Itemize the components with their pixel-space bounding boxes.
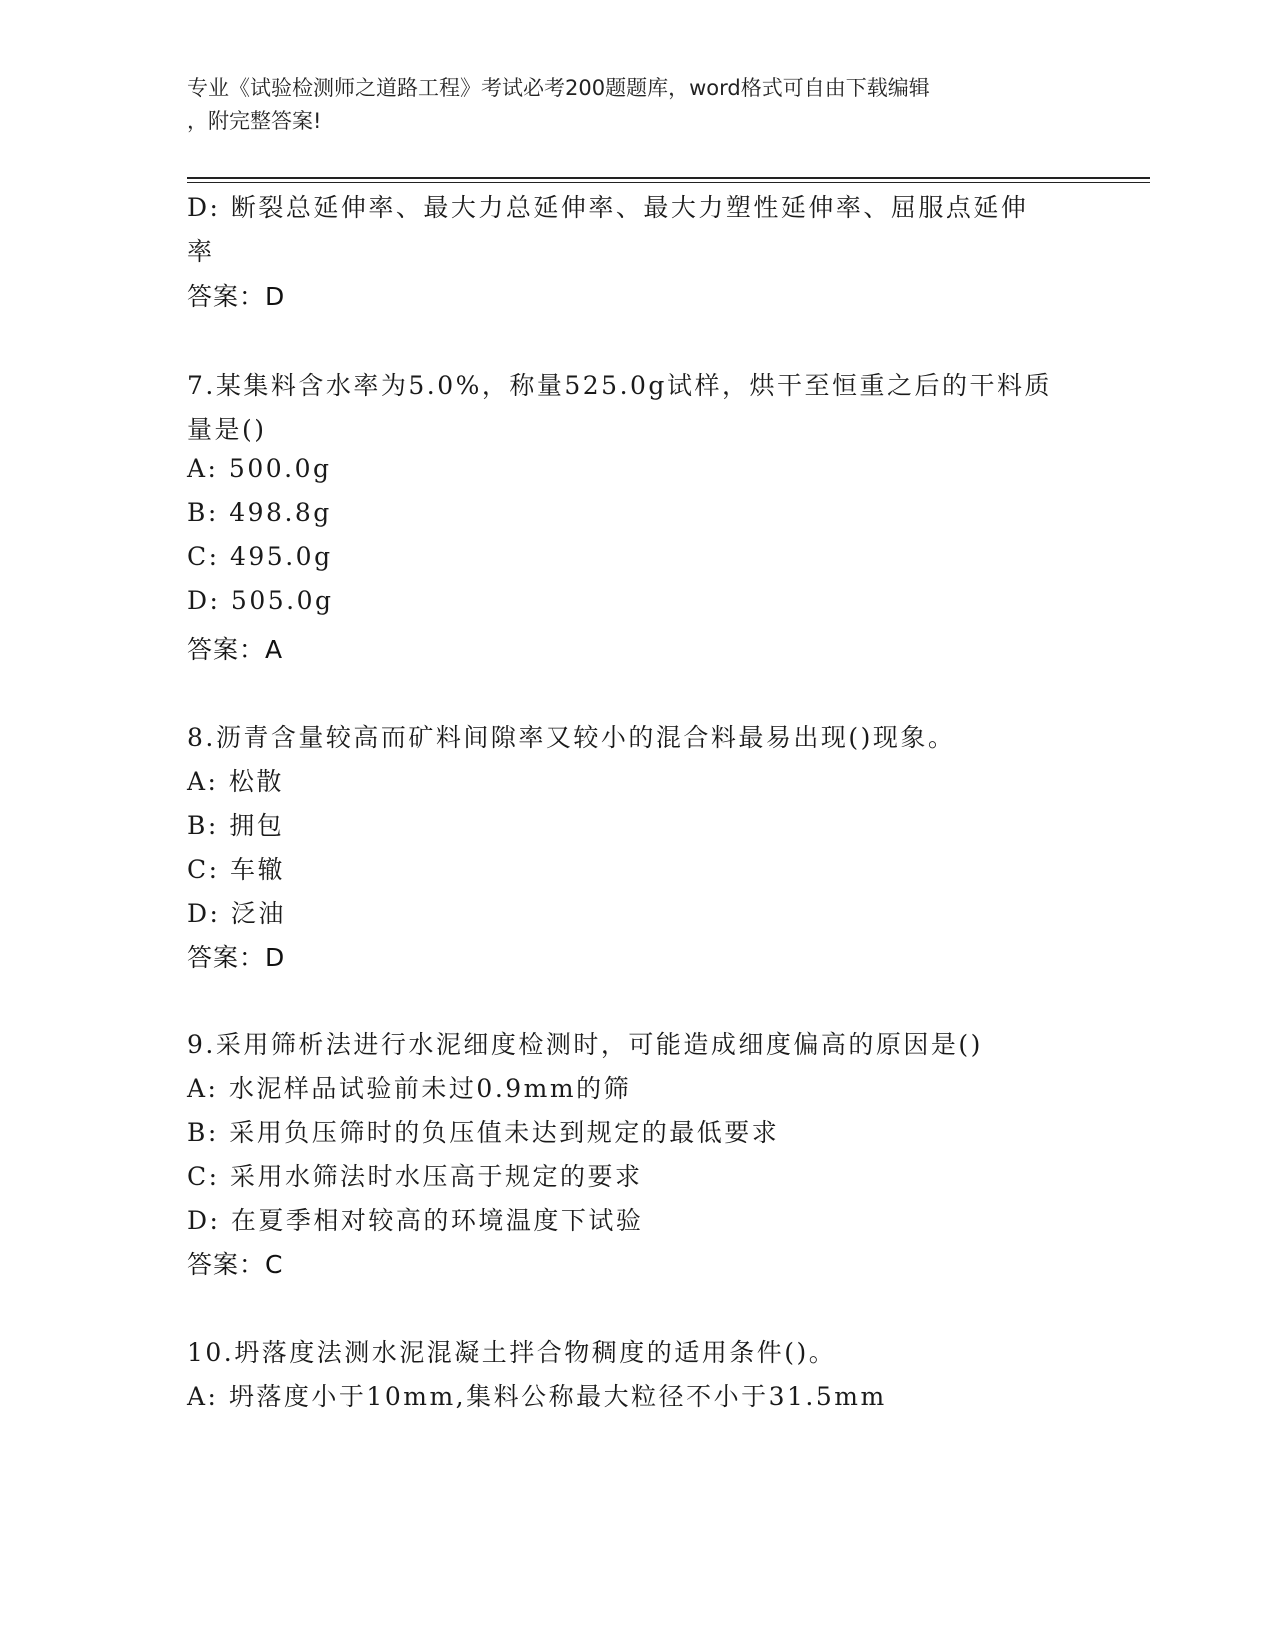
option-d-continued: 率 [187,237,215,266]
header-divider-thin [187,182,1150,183]
option-b: B: 498.8g [187,498,332,527]
question-stem: 9.采用筛析法进行水泥细度检测时，可能造成细度偏高的原因是() [187,1030,983,1059]
question-stem-continued: 量是() [187,415,267,444]
answer-line: 答案：C [187,1250,284,1279]
option-a: A: 500.0g [187,454,332,483]
option-c: C: 车辙 [187,855,285,884]
option-a: A: 坍落度小于10mm,集料公称最大粒径不小于31.5mm [187,1382,887,1411]
option-d: D: 在夏季相对较高的环境温度下试验 [187,1206,644,1235]
option-c: C: 495.0g [187,542,333,571]
question-stem: 8.沥青含量较高而矿料间隙率又较小的混合料最易出现()现象。 [187,723,956,752]
option-d: D: 泛油 [187,899,286,928]
question-stem: 10.坍落度法测水泥混凝土拌合物稠度的适用条件()。 [187,1338,837,1367]
answer-line: 答案：A [187,635,284,664]
header-divider [187,177,1150,179]
option-d: D: 断裂总延伸率、最大力总延伸率、最大力塑性延伸率、屈服点延伸 [187,193,1029,222]
option-b: B: 拥包 [187,811,285,840]
option-a: A: 水泥样品试验前未过0.9mm的筛 [187,1074,632,1103]
option-a: A: 松散 [187,767,284,796]
option-c: C: 采用水筛法时水压高于规定的要求 [187,1162,643,1191]
question-stem: 7.某集料含水率为5.0%，称量525.0g试样，烘干至恒重之后的干料质 [187,371,1052,400]
header-title-line: 专业《试验检测师之道路工程》考试必考200题题库，word格式可自由下载编辑 [187,76,930,100]
answer-line: 答案：D [187,282,286,311]
answer-line: 答案：D [187,943,286,972]
option-d: D: 505.0g [187,586,334,615]
option-b: B: 采用负压筛时的负压值未达到规定的最低要求 [187,1118,780,1147]
document-header [187,72,1067,138]
header-title-line-continued: ，附完整答案! [187,109,322,133]
